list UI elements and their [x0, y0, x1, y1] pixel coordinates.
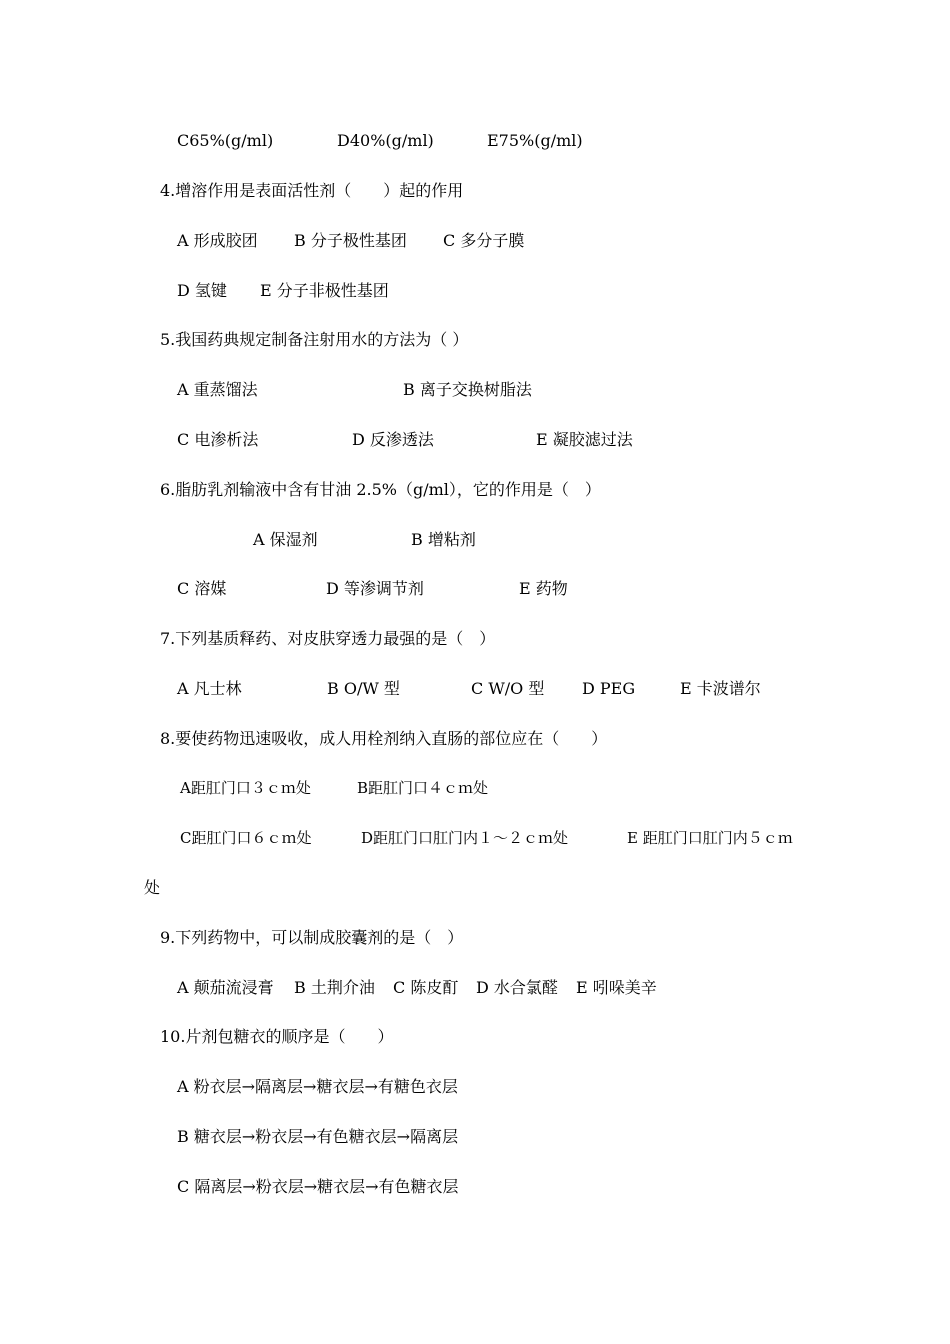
- q5-option-e: E 凝胶滤过法: [536, 430, 633, 449]
- q5-option-a: A 重蒸馏法: [177, 380, 258, 399]
- q9-option-b: B 土荆介油: [294, 978, 375, 997]
- q4-option-b: B 分子极性基团: [294, 231, 407, 250]
- q3-option-c: C65%(g/ml): [177, 131, 274, 150]
- q8-option-c: C距肛门口６ｃｍ处: [180, 829, 312, 847]
- q7-option-b: B O/W 型: [327, 679, 400, 698]
- q7-option-d: D PEG: [582, 679, 636, 698]
- q6-stem: 6.脂肪乳剂输液中含有甘油 2.5%（g/ml），它的作用是（ ）: [160, 480, 601, 499]
- q5-stem: 5.我国药典规定制备注射用水的方法为（ ）: [160, 330, 469, 349]
- q4-option-c: C 多分子膜: [443, 231, 525, 250]
- q4-option-a: A 形成胶团: [177, 231, 258, 250]
- q6-option-d: D 等渗调节剂: [326, 579, 424, 598]
- q9-stem: 9.下列药物中，可以制成胶囊剂的是（ ）: [160, 928, 464, 947]
- q9-option-c: C 陈皮酊: [393, 978, 459, 997]
- q6-option-c: C 溶媒: [177, 579, 227, 598]
- q8-option-d: D距肛门口肛门内１～２ｃｍ处: [361, 829, 569, 847]
- q8-option-e: E 距肛门口肛门内５ｃｍ: [627, 829, 793, 847]
- q10-option-a: A 粉衣层→隔离层→糖衣层→有糖色衣层: [177, 1077, 458, 1096]
- q6-option-a: A 保湿剂: [253, 530, 318, 549]
- q9-option-d: D 水合氯醛: [476, 978, 558, 997]
- q7-option-a: A 凡士林: [177, 679, 242, 698]
- q5-option-d: D 反渗透法: [352, 430, 434, 449]
- q3-option-d: D40%(g/ml): [337, 131, 434, 150]
- q8-option-a: A距肛门口３ｃｍ处: [180, 779, 311, 797]
- q10-option-c: C 隔离层→粉衣层→糖衣层→有色糖衣层: [177, 1177, 459, 1196]
- q7-option-c: C W/O 型: [471, 679, 545, 698]
- q6-option-e: E 药物: [519, 579, 568, 598]
- q7-stem: 7.下列基质释药、对皮肤穿透力最强的是（ ）: [160, 629, 496, 648]
- q8-option-e-wrap: 处: [144, 878, 161, 897]
- q10-option-b: B 糖衣层→粉衣层→有色糖衣层→隔离层: [177, 1127, 459, 1146]
- q10-stem: 10.片剂包糖衣的顺序是（ ）: [160, 1027, 394, 1046]
- q8-option-b: B距肛门口４ｃｍ处: [357, 779, 489, 797]
- q3-option-e: E75%(g/ml): [487, 131, 583, 150]
- q9-option-a: A 颠茄流浸膏: [177, 978, 274, 997]
- q4-stem: 4.增溶作用是表面活性剂（ ）起的作用: [160, 181, 464, 200]
- q6-option-b: B 增粘剂: [411, 530, 476, 549]
- q8-stem: 8.要使药物迅速吸收，成人用栓剂纳入直肠的部位应在（ ）: [160, 729, 608, 748]
- q5-option-c: C 电渗析法: [177, 430, 259, 449]
- q4-option-d: D 氢键: [177, 281, 227, 300]
- q7-option-e: E 卡波谱尔: [680, 679, 761, 698]
- q4-option-e: E 分子非极性基团: [260, 281, 389, 300]
- q9-option-e: E 吲哚美辛: [576, 978, 657, 997]
- q5-option-b: B 离子交换树脂法: [403, 380, 532, 399]
